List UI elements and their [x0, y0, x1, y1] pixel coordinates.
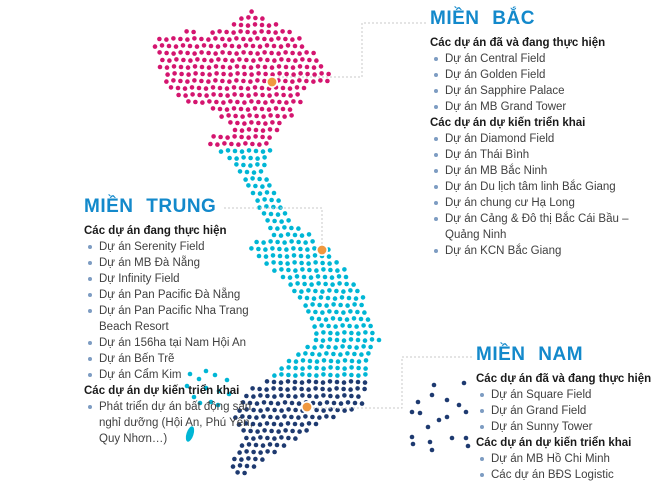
project-item-label: Dự án Du lịch tâm linh Bắc Giang: [445, 181, 616, 193]
project-item-label: Dự án Cẩm Kim: [99, 369, 182, 381]
panel-mien-bac: [430, 8, 641, 259]
project-item: [476, 403, 660, 419]
project-item-label: Dự án Cảng & Đô thị Bắc Cái Bầu – Quảng Ninh: [445, 213, 629, 241]
project-group-heading: Các dự án dự kiến triển khai: [476, 437, 632, 449]
bullet-icon: [480, 425, 484, 429]
bullet-icon: [88, 309, 92, 313]
project-list-mien-trung: [84, 223, 265, 447]
project-item-label: Dự án Grand Field: [491, 405, 587, 417]
bullet-icon: [434, 201, 438, 205]
project-item: [476, 467, 660, 483]
project-item: [84, 303, 265, 335]
project-item: [430, 195, 641, 211]
bullet-icon: [434, 169, 438, 173]
bullet-icon: [434, 153, 438, 157]
connector-line-north: [278, 23, 428, 77]
project-item: [430, 211, 641, 243]
project-item: [430, 51, 641, 67]
bullet-icon: [434, 89, 438, 93]
project-item-label: Dự án KCN Bắc Giang: [445, 245, 562, 257]
project-list-mien-bac: [430, 35, 641, 259]
city-marker-north: [267, 77, 277, 87]
project-item-label: Dự án Golden Field: [445, 69, 546, 81]
project-item: [430, 147, 641, 163]
bullet-icon: [88, 293, 92, 297]
project-item: [430, 83, 641, 99]
project-item-label: Dự án Serenity Field: [99, 241, 205, 253]
project-item: [84, 271, 265, 287]
project-group-heading: Các dự án dự kiến triển khai: [430, 117, 586, 129]
bullet-icon: [480, 473, 484, 477]
project-item-label: Dự án MB Bắc Ninh: [445, 165, 548, 177]
project-item-label: Dự án Pan Pacific Nha Trang Beach Resort: [99, 305, 249, 333]
bullet-icon: [88, 277, 92, 281]
project-item: [84, 399, 265, 447]
project-item: [84, 335, 265, 351]
project-item: [430, 179, 641, 195]
project-item: [430, 99, 641, 115]
project-list-mien-nam: [476, 371, 660, 483]
project-group-heading: Các dự án đang thực hiện: [84, 225, 227, 237]
project-item-label: Dự án Central Field: [445, 53, 546, 65]
project-item-label: Dự án Pan Pacific Đà Nẵng: [99, 289, 241, 301]
bullet-icon: [88, 245, 92, 249]
project-item-label: Các dự án BĐS Logistic: [491, 469, 614, 481]
bullet-icon: [434, 105, 438, 109]
project-item-label: Dự án MB Hồ Chi Minh: [491, 453, 610, 465]
project-item-label: Dự án 156ha tại Nam Hội An: [99, 337, 247, 349]
bullet-icon: [434, 249, 438, 253]
project-item: [84, 255, 265, 271]
project-item-label: Dự Infinity Field: [99, 273, 180, 285]
project-item: [84, 239, 265, 255]
project-item-label: Dự án MB Grand Tower: [445, 101, 567, 113]
region-title-mien-bac: MIỀN BẮC: [430, 8, 535, 29]
project-item-label: Dự án Sunny Tower: [491, 421, 593, 433]
project-item: [84, 287, 265, 303]
project-item-label: Dự án chung cư Hạ Long: [445, 197, 575, 209]
project-item: [84, 367, 265, 383]
spratly-islands-dots: [410, 381, 471, 453]
north-region-dots: [153, 9, 331, 147]
bullet-icon: [88, 373, 92, 377]
bullet-icon: [88, 341, 92, 345]
bullet-icon: [480, 409, 484, 413]
project-item-label: Dự án Square Field: [491, 389, 592, 401]
bullet-icon: [434, 137, 438, 141]
project-item: [430, 131, 641, 147]
bullet-icon: [480, 457, 484, 461]
project-item-label: Dự án Thái Bình: [445, 149, 530, 161]
project-item: [476, 387, 660, 403]
city-marker-south: [302, 402, 312, 412]
project-item: [476, 419, 660, 435]
bullet-icon: [88, 357, 92, 361]
bullet-icon: [434, 217, 438, 221]
bullet-icon: [88, 261, 92, 265]
project-item-label: Dự án Bến Trẽ: [99, 353, 175, 365]
bullet-icon: [434, 57, 438, 61]
bullet-icon: [434, 185, 438, 189]
city-marker-central: [317, 245, 327, 255]
region-title-mien-trung: MIỀN TRUNG: [84, 196, 217, 217]
project-group-heading: Các dự án dự kiến triển khai: [84, 385, 240, 397]
project-item-label: Dự án Diamond Field: [445, 133, 555, 145]
project-item: [430, 67, 641, 83]
project-item: [476, 451, 660, 467]
panel-mien-trung: [84, 196, 265, 447]
project-item-label: Dự án MB Đà Nẵng: [99, 257, 201, 269]
region-title-mien-nam: MIỀN NAM: [476, 344, 584, 365]
panel-mien-nam: [476, 344, 660, 483]
project-group-heading: Các dự án đã và đang thực hiện: [476, 373, 652, 385]
bullet-icon: [480, 393, 484, 397]
project-item: [84, 351, 265, 367]
bullet-icon: [434, 73, 438, 77]
bullet-icon: [88, 405, 92, 409]
project-group-heading: Các dự án đã và đang thực hiện: [430, 37, 606, 49]
project-item: [430, 243, 641, 259]
project-item-label: Phát triển dự án bất động sản nghỉ dưỡng (Hội An, Phú Yên, Quy Nhơn…): [99, 401, 253, 445]
project-item-label: Dự án Sapphire Palace: [445, 85, 565, 97]
project-item: [430, 163, 641, 179]
